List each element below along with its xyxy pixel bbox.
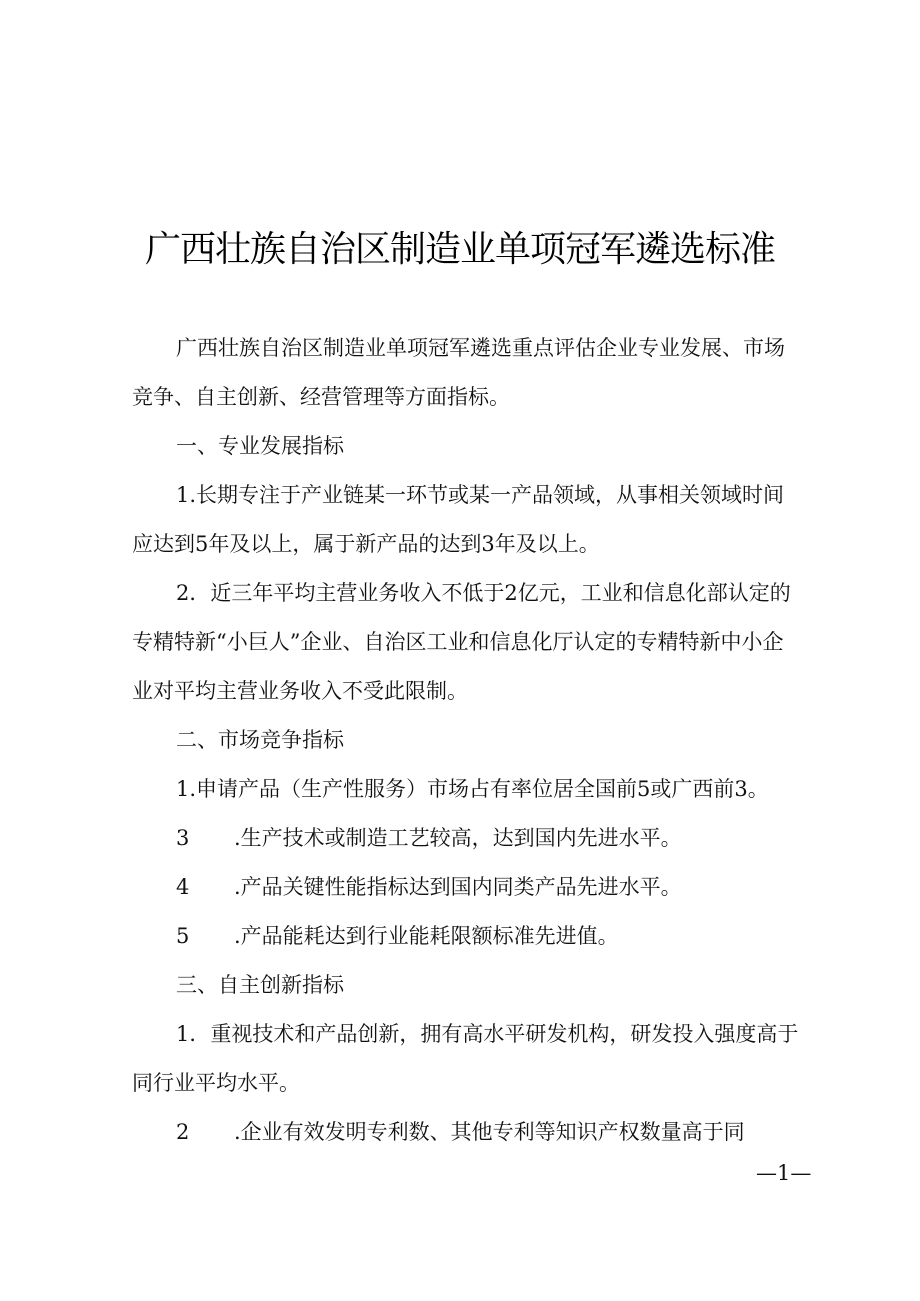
page-number: —1— [756,1161,812,1185]
item-text: .产品关键性能指标达到国内同类产品先进水平。 [234,875,682,899]
section1-item1: 1.长期专注于产业链某一环节或某一产品领域，从事相关领域时间应达到5年及以上，属于新产品的达到3年及以上。 [132,483,785,556]
section1-heading: 一、专业发展指标 [176,434,344,458]
item-number: 2 [176,1120,190,1144]
item-text: .产品能耗达到行业能耗限额标准先进值。 [234,924,619,948]
item-number: 4 [176,875,190,899]
document-title: 广西壮族自治区制造业单项冠军遴选标准 [144,229,775,270]
section2-item4 [176,863,682,912]
item-number: 3 [176,826,190,850]
section3-item1: 1．重视技术和产品创新，拥有高水平研发机构，研发投入强度高于同行业平均水平。 [132,1022,799,1095]
section2-item1: 1.申请产品（生产性服务）市场占有率位居全国前5或广西前3。 [176,777,769,801]
item-text: .生产技术或制造工艺较高，达到国内先进水平。 [234,826,682,850]
section3-heading: 三、自主创新指标 [176,973,344,997]
section1-item2: 2．近三年平均主营业务收入不低于2亿元，工业和信息化部认定的专精特新“小巨人”企业、自治区工业和信息化厅认定的专精特新中小企业对平均主营业务收入不受此限制。 [132,581,791,703]
section2-item3 [176,814,682,863]
section2-heading: 二、市场竞争指标 [176,728,344,752]
item-text: .企业有效发明专利数、其他专利等知识产权数量高于同 [234,1120,745,1144]
section2-item5 [176,912,619,961]
item-number: 5 [176,924,190,948]
section3-item2 [176,1108,745,1157]
intro-paragraph: 广西壮族自治区制造业单项冠军遴选重点评估企业专业发展、市场竞争、自主创新、经营管理等方面指标。 [132,336,785,409]
